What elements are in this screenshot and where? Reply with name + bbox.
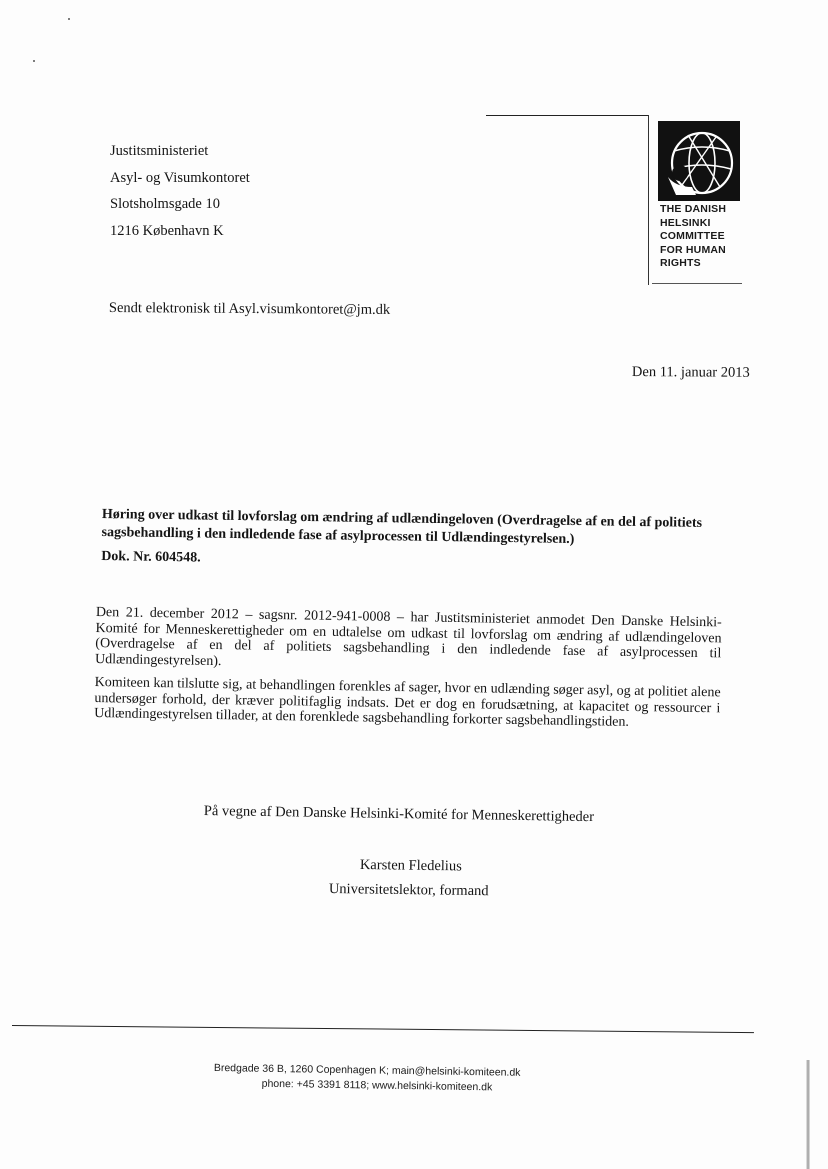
logo-rule-top — [486, 115, 648, 116]
subject-heading — [101, 506, 730, 575]
signature-on-behalf: På vegne af Den Danske Helsinki-Komité for Menneskerettigheder — [203, 803, 595, 826]
recipient-line: Justitsministeriet — [110, 143, 209, 159]
logo-rule-bottom — [652, 283, 742, 284]
logo-text-line: HELSINKI — [660, 216, 711, 229]
recipient-address — [110, 138, 250, 244]
signature-title: Universitetslektor, formand — [328, 881, 489, 900]
footer-contact — [214, 1061, 521, 1095]
letter-body — [94, 605, 722, 740]
body-paragraph: Den 21. december 2012 – sagsnr. 2012-941-0008 – har Justitsministeriet anmodet Den Danske Helsinki-Komité for Menneskerettigheder om en udtalelse om udkast til lovforslag om ændring af udlændingeloven (Overdragelse af en del af politiets sagsbehandling i den indledende fase af asylprocessen til Udlændingestyrelsen). — [94, 605, 722, 669]
logo-text-line: COMMITTEE — [660, 230, 725, 242]
footer-phone-web: phone: +45 3391 8118; www.helsinki-komiteen.dk — [261, 1077, 493, 1093]
scan-speck — [68, 18, 70, 20]
document-number: Dok. Nr. 604548. — [101, 548, 201, 566]
scan-edge-shadow — [806, 1060, 810, 1169]
sent-electronically-line: Sendt elektronisk til Asyl.visumkontoret@jm.dk — [108, 300, 391, 318]
recipient-line: Asyl- og Visumkontoret — [110, 169, 250, 186]
footer-divider — [12, 1025, 754, 1033]
signature-name: Karsten Fledelius — [359, 857, 462, 875]
logo-text-line: THE DANISH — [660, 203, 727, 215]
scan-speck — [33, 60, 35, 62]
logo-text-line: FOR HUMAN — [660, 243, 726, 256]
body-paragraph: Komiteen kan tilslutte sig, at behandlingen forenkles af sager, hvor en udlænding søger asyl, og at politiet alene undersøger forhold, der kræver politifaglig indsats. Det er dog en forudsætning, at kapacitet og ressourcer i Udlændingestyrelsen tillader, at den forenklede sagsbehandling forkorter sagsbehandlingstiden. — [94, 674, 721, 730]
recipient-line: Slotsholmsgade 10 — [110, 196, 220, 212]
logo-wordmark — [660, 203, 726, 271]
footer-address: Bredgade 36 B, 1260 Copenhagen K; main@helsinki-komiteen.dk — [213, 1061, 521, 1079]
recipient-line: 1216 København K — [110, 222, 224, 239]
subject-title: Høring over udkast til lovforslag om ændring af udlændingeloven (Overdragelse af en del af politiets sagsbehandling i den indledende fase af asylprocessen til Udlændingestyrelsen.) — [101, 506, 703, 547]
logo-rule-vertical — [648, 115, 649, 285]
letter-date: Den 11. januar 2013 — [631, 364, 750, 381]
globe-icon — [658, 121, 740, 201]
logo-text-line: RIGHTS — [660, 257, 701, 269]
